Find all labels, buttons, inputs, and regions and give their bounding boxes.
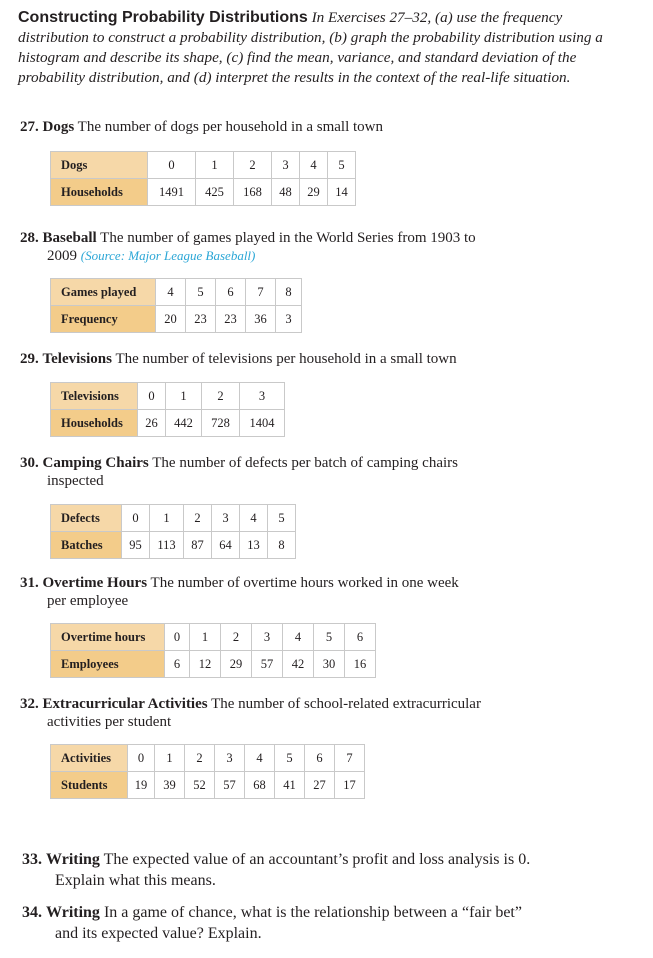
exercise-number: 27.	[20, 119, 39, 135]
row-label: Dogs	[51, 152, 148, 179]
table-cell: 6	[216, 279, 246, 306]
table-cell: 113	[150, 532, 184, 559]
table-cell: 1	[190, 624, 221, 651]
row-label: Households	[51, 410, 138, 437]
table-cell: 3	[240, 383, 285, 410]
table-cell: 0	[128, 745, 155, 772]
table-televisions	[50, 382, 285, 437]
table-cell: 4	[283, 624, 314, 651]
table-cell: 23	[216, 306, 246, 333]
table-cell: 2	[185, 745, 215, 772]
exercise-number: 29.	[20, 351, 39, 367]
exercise-text-cont: Explain what this means.	[55, 872, 216, 889]
table-cell: 68	[245, 772, 275, 799]
exercise-text: The number of televisions per household in a small town	[115, 351, 457, 367]
exercise-number: 28.	[20, 230, 39, 246]
exercise-text: The number of overtime hours worked in one week	[150, 575, 459, 591]
table-cell: 2	[202, 383, 240, 410]
exercise-text-cont: activities per student	[47, 714, 172, 730]
table-cell: 17	[335, 772, 365, 799]
table-cell: 4	[156, 279, 186, 306]
row-label: Activities	[51, 745, 128, 772]
table-cell: 1	[155, 745, 185, 772]
exercise-text: The number of games played in the World Series from 1903 to	[100, 230, 476, 246]
table-cell: 8	[268, 532, 296, 559]
table-cell: 5	[186, 279, 216, 306]
table-cell: 0	[122, 505, 150, 532]
table-cell: 0	[165, 624, 190, 651]
table-overtime-hours	[50, 623, 376, 678]
table-cell: 7	[335, 745, 365, 772]
row-label: Games played	[51, 279, 156, 306]
row-label: Overtime hours	[51, 624, 165, 651]
table-cell: 0	[148, 152, 196, 179]
table-cell: 29	[300, 179, 328, 206]
table-cell: 23	[186, 306, 216, 333]
row-label: Batches	[51, 532, 122, 559]
exercise-text: The number of defects per batch of camping chairs	[152, 455, 458, 471]
exercise-text: The number of school-related extracurricular	[211, 696, 481, 712]
exercise-29	[20, 350, 560, 368]
table-cell: 3	[212, 505, 240, 532]
exercise-32	[20, 695, 560, 731]
table-cell: 168	[234, 179, 272, 206]
exercise-28	[20, 229, 560, 265]
row-label: Frequency	[51, 306, 156, 333]
table-cell: 0	[138, 383, 166, 410]
table-cell: 12	[190, 651, 221, 678]
table-cell: 1404	[240, 410, 285, 437]
table-cell: 87	[184, 532, 212, 559]
source-citation: (Source: Major League Baseball)	[80, 248, 256, 263]
row-label: Televisions	[51, 383, 138, 410]
table-cell: 3	[276, 306, 302, 333]
exercise-title: Overtime Hours	[42, 575, 148, 591]
table-cell: 13	[240, 532, 268, 559]
exercise-33	[22, 849, 642, 891]
exercise-title: Televisions	[42, 351, 112, 367]
table-cell: 27	[305, 772, 335, 799]
table-cell: 41	[275, 772, 305, 799]
table-cell: 48	[272, 179, 300, 206]
table-cell: 16	[345, 651, 376, 678]
table-cell: 3	[272, 152, 300, 179]
table-cell: 1	[196, 152, 234, 179]
table-cell: 7	[246, 279, 276, 306]
section-instructions	[18, 8, 630, 88]
table-cell: 8	[276, 279, 302, 306]
section-heading: Constructing Probability Distributions	[18, 9, 308, 26]
row-label: Defects	[51, 505, 122, 532]
table-cell: 36	[246, 306, 276, 333]
table-cell: 30	[314, 651, 345, 678]
table-baseball	[50, 278, 302, 333]
exercise-title: Extracurricular Activities	[42, 696, 208, 712]
table-cell: 5	[275, 745, 305, 772]
table-cell: 95	[122, 532, 150, 559]
exercise-34	[22, 902, 642, 944]
exercise-text-cont: inspected	[47, 473, 104, 489]
table-camping-chairs	[50, 504, 296, 559]
table-cell: 19	[128, 772, 155, 799]
table-cell: 42	[283, 651, 314, 678]
table-cell: 52	[185, 772, 215, 799]
table-cell: 6	[305, 745, 335, 772]
table-cell: 64	[212, 532, 240, 559]
row-label: Students	[51, 772, 128, 799]
section-instructions-text: In Exercises 27–32, (a) use the frequency distribution to construct a probability distribution, (b) graph the probability distribution using a histogram and describe its shape, (c) find the mean, variance, and standard deviation of the probability distribution, and (d) interpret the results in the context of the real-life situation.	[18, 9, 603, 86]
exercise-title: Baseball	[42, 230, 97, 246]
exercise-title: Writing	[46, 851, 100, 868]
row-label: Households	[51, 179, 148, 206]
exercise-text-cont: per employee	[47, 593, 129, 609]
table-cell: 3	[252, 624, 283, 651]
table-cell: 2	[221, 624, 252, 651]
exercise-number: 32.	[20, 696, 39, 712]
table-cell: 6	[165, 651, 190, 678]
table-cell: 5	[314, 624, 345, 651]
table-cell: 6	[345, 624, 376, 651]
row-label: Employees	[51, 651, 165, 678]
table-cell: 20	[156, 306, 186, 333]
table-cell: 3	[215, 745, 245, 772]
exercise-title: Dogs	[42, 119, 75, 135]
exercise-31	[20, 574, 560, 610]
exercise-text-cont: 2009	[47, 248, 77, 264]
table-cell: 1491	[148, 179, 196, 206]
table-cell: 39	[155, 772, 185, 799]
exercise-title: Writing	[46, 904, 100, 921]
table-dogs	[50, 151, 356, 206]
table-cell: 2	[184, 505, 212, 532]
table-extracurricular	[50, 744, 365, 799]
table-cell: 425	[196, 179, 234, 206]
exercise-number: 31.	[20, 575, 39, 591]
table-cell: 442	[166, 410, 202, 437]
exercise-30	[20, 454, 560, 490]
table-cell: 4	[245, 745, 275, 772]
table-cell: 5	[328, 152, 356, 179]
table-cell: 4	[240, 505, 268, 532]
table-cell: 14	[328, 179, 356, 206]
table-cell: 5	[268, 505, 296, 532]
exercise-text: The expected value of an accountant’s profit and loss analysis is 0.	[103, 851, 531, 868]
table-cell: 26	[138, 410, 166, 437]
table-cell: 57	[252, 651, 283, 678]
exercise-text-cont: and its expected value? Explain.	[55, 925, 262, 942]
exercise-27	[20, 118, 560, 136]
exercise-title: Camping Chairs	[42, 455, 149, 471]
exercise-number: 33.	[22, 851, 42, 868]
table-cell: 728	[202, 410, 240, 437]
table-cell: 1	[150, 505, 184, 532]
table-cell: 57	[215, 772, 245, 799]
table-cell: 2	[234, 152, 272, 179]
exercise-text: In a game of chance, what is the relationship between a “fair bet”	[103, 904, 522, 921]
table-cell: 1	[166, 383, 202, 410]
table-cell: 4	[300, 152, 328, 179]
exercise-text: The number of dogs per household in a small town	[77, 119, 384, 135]
table-cell: 29	[221, 651, 252, 678]
exercise-number: 34.	[22, 904, 42, 921]
exercise-number: 30.	[20, 455, 39, 471]
